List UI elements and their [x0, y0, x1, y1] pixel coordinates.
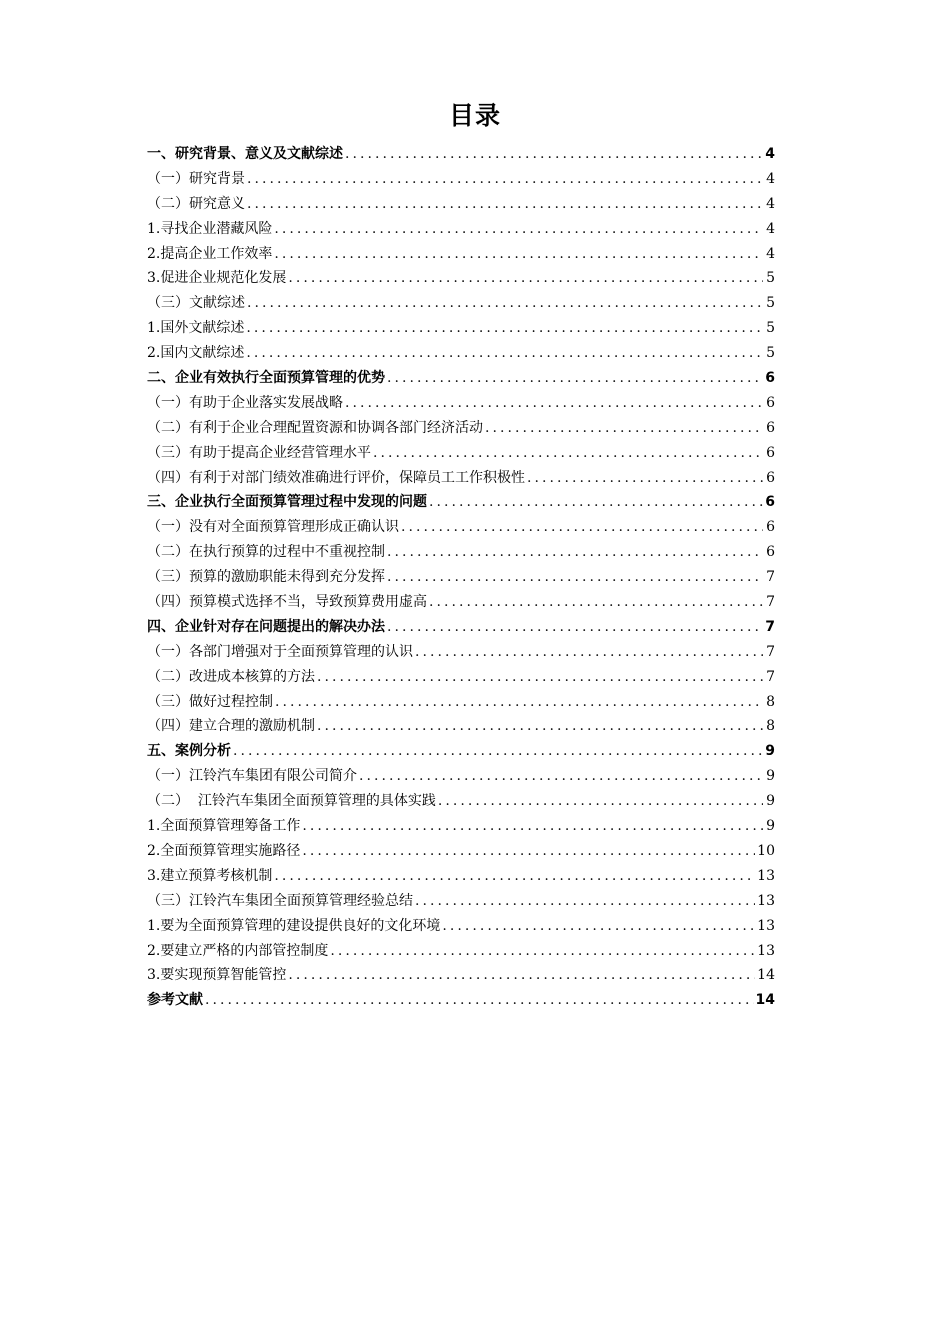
toc-entry-title: 1.国外文献综述	[147, 320, 245, 337]
toc-entry-page-number: 13	[757, 867, 775, 884]
toc-dot-leader	[330, 939, 755, 964]
toc-entry[interactable]	[147, 988, 775, 1013]
toc-entry-page-number: 9	[766, 768, 775, 785]
toc-entry-page-number: 14	[755, 992, 775, 1009]
toc-dot-leader	[274, 217, 763, 242]
toc-entry-title: 1.寻找企业潜藏风险	[147, 220, 273, 237]
toc-entry-title: （三）有助于提高企业经营管理水平	[147, 444, 371, 461]
toc-entry[interactable]	[147, 839, 775, 864]
toc-dot-leader	[485, 416, 763, 441]
toc-entry-page-number: 8	[766, 693, 775, 710]
toc-entry[interactable]	[147, 764, 775, 789]
toc-entry[interactable]	[147, 864, 775, 889]
toc-entry-page-number: 6	[766, 394, 775, 411]
table-of-contents	[147, 142, 775, 1013]
toc-dot-leader	[288, 266, 763, 291]
toc-dot-leader	[429, 490, 763, 515]
toc-entry-title: 2.国内文献综述	[147, 345, 245, 362]
toc-entry[interactable]	[147, 391, 775, 416]
toc-entry-page-number: 10	[757, 842, 775, 859]
toc-dot-leader	[359, 764, 763, 789]
toc-entry-title: 3.要实现预算智能管控	[147, 967, 287, 984]
toc-entry-page-number: 13	[757, 892, 775, 909]
toc-entry-page-number: 13	[757, 917, 775, 934]
toc-entry-title: （一）没有对全面预算管理形成正确认识	[147, 519, 399, 536]
toc-entry-page-number: 5	[766, 320, 775, 337]
toc-entry-page-number: 14	[757, 967, 775, 984]
toc-dot-leader	[288, 963, 755, 988]
toc-entry-title: （四）有利于对部门绩效准确进行评价，保障员工工作积极性	[147, 469, 525, 486]
toc-entry-title: 参考文献	[147, 992, 203, 1009]
toc-entry[interactable]	[147, 540, 775, 565]
toc-dot-leader	[275, 690, 763, 715]
toc-entry-page-number: 6	[766, 469, 775, 486]
toc-dot-leader	[274, 242, 763, 267]
toc-entry-page-number: 4	[766, 170, 775, 187]
toc-dot-leader	[233, 739, 763, 764]
toc-entry-page-number: 9	[766, 818, 775, 835]
toc-entry[interactable]	[147, 291, 775, 316]
toc-entry-title: （四）建立合理的激励机制	[147, 718, 315, 735]
toc-dot-leader	[246, 341, 763, 366]
toc-entry[interactable]	[147, 167, 775, 192]
toc-entry[interactable]	[147, 341, 775, 366]
toc-entry[interactable]	[147, 316, 775, 341]
toc-dot-leader	[246, 316, 763, 341]
toc-entry-title: （三）江铃汽车集团全面预算管理经验总结	[147, 892, 413, 909]
toc-entry-title: （二）有利于企业合理配置资源和协调各部门经济活动	[147, 419, 483, 436]
toc-dot-leader	[247, 192, 763, 217]
toc-entry-title: 三、企业执行全面预算管理过程中发现的问题	[147, 494, 427, 511]
toc-dot-leader	[317, 714, 763, 739]
toc-entry-page-number: 6	[766, 519, 775, 536]
toc-entry-title: （一）江铃汽车集团有限公司简介	[147, 768, 357, 785]
toc-entry-page-number: 13	[757, 942, 775, 959]
toc-entry[interactable]	[147, 192, 775, 217]
toc-entry[interactable]	[147, 939, 775, 964]
toc-entry-title: 1.要为全面预算管理的建设提供良好的文化环境	[147, 917, 441, 934]
toc-entry-page-number: 9	[765, 743, 775, 760]
toc-entry-title: 五、案例分析	[147, 743, 231, 760]
toc-entry-title: （四）预算模式选择不当，导致预算费用虚高	[147, 594, 427, 611]
toc-entry[interactable]	[147, 615, 775, 640]
toc-entry-title: （一）有助于企业落实发展战略	[147, 394, 343, 411]
toc-entry-title: 2.要建立严格的内部管控制度	[147, 942, 329, 959]
toc-entry[interactable]	[147, 789, 775, 814]
toc-entry-title: 2.提高企业工作效率	[147, 245, 273, 262]
toc-entry-page-number: 4	[766, 245, 775, 262]
toc-entry-title: （三）文献综述	[147, 295, 245, 312]
toc-entry[interactable]	[147, 441, 775, 466]
toc-entry[interactable]	[147, 963, 775, 988]
toc-dot-leader	[247, 291, 763, 316]
toc-entry[interactable]	[147, 889, 775, 914]
toc-dot-leader	[205, 988, 754, 1013]
toc-entry-title: （一）各部门增强对于全面预算管理的认识	[147, 643, 413, 660]
toc-entry-page-number: 7	[765, 618, 775, 635]
toc-entry-page-number: 6	[766, 544, 775, 561]
toc-entry-page-number: 6	[766, 444, 775, 461]
toc-entry-title: 1.全面预算管理筹备工作	[147, 818, 301, 835]
toc-entry-title: （二）改进成本核算的方法	[147, 668, 315, 685]
toc-entry-title: 四、企业针对存在问题提出的解决办法	[147, 618, 385, 635]
toc-entry-page-number: 5	[766, 295, 775, 312]
toc-entry-page-number: 7	[766, 569, 775, 586]
toc-dot-leader	[274, 864, 755, 889]
toc-entry[interactable]	[147, 690, 775, 715]
toc-entry-page-number: 8	[766, 718, 775, 735]
toc-entry-page-number: 6	[765, 370, 775, 387]
toc-entry-page-number: 6	[766, 419, 775, 436]
toc-dot-leader	[527, 466, 763, 491]
toc-entry-page-number: 5	[766, 270, 775, 287]
toc-dot-leader	[302, 814, 763, 839]
toc-dot-leader	[387, 540, 763, 565]
toc-entry[interactable]	[147, 739, 775, 764]
toc-entry[interactable]	[147, 640, 775, 665]
toc-entry-title: （二）在执行预算的过程中不重视控制	[147, 544, 385, 561]
toc-dot-leader	[345, 391, 763, 416]
toc-dot-leader	[429, 590, 763, 615]
toc-dot-leader	[247, 167, 763, 192]
toc-dot-leader	[373, 441, 763, 466]
toc-entry-title: （三）预算的激励职能未得到充分发挥	[147, 569, 385, 586]
toc-entry[interactable]	[147, 242, 775, 267]
toc-entry-page-number: 4	[766, 220, 775, 237]
toc-entry[interactable]	[147, 266, 775, 291]
toc-entry-title: （二）研究意义	[147, 195, 245, 212]
toc-dot-leader	[387, 565, 763, 590]
toc-dot-leader	[442, 914, 755, 939]
toc-entry[interactable]	[147, 814, 775, 839]
toc-entry[interactable]	[147, 665, 775, 690]
toc-entry-page-number: 7	[766, 668, 775, 685]
toc-entry-page-number: 7	[766, 594, 775, 611]
toc-entry-title: （三）做好过程控制	[147, 693, 273, 710]
page-title: 目录	[448, 101, 501, 130]
toc-dot-leader	[387, 615, 763, 640]
toc-entry-title: （一）研究背景	[147, 170, 245, 187]
toc-entry[interactable]	[147, 416, 775, 441]
toc-dot-leader	[317, 665, 763, 690]
toc-entry-page-number: 4	[766, 195, 775, 212]
toc-entry[interactable]	[147, 914, 775, 939]
toc-entry[interactable]	[147, 466, 775, 491]
toc-entry[interactable]	[147, 590, 775, 615]
toc-entry-page-number: 6	[765, 494, 775, 511]
toc-entry[interactable]	[147, 714, 775, 739]
toc-dot-leader	[302, 839, 755, 864]
toc-entry-page-number: 5	[766, 345, 775, 362]
toc-entry[interactable]	[147, 515, 775, 540]
toc-dot-leader	[415, 640, 763, 665]
toc-entry-page-number: 9	[766, 793, 775, 810]
toc-entry[interactable]	[147, 490, 775, 515]
toc-dot-leader	[345, 142, 763, 167]
toc-entry[interactable]	[147, 217, 775, 242]
toc-dot-leader	[438, 789, 763, 814]
toc-entry[interactable]	[147, 366, 775, 391]
toc-entry-title: 二、企业有效执行全面预算管理的优势	[147, 370, 385, 387]
toc-entry-page-number: 4	[765, 146, 775, 162]
toc-entry-title: 一、研究背景、意义及文献综述	[147, 146, 343, 162]
toc-dot-leader	[415, 889, 755, 914]
toc-entry-page-number: 7	[766, 643, 775, 660]
toc-dot-leader	[401, 515, 763, 540]
toc-entry-title: 2.全面预算管理实施路径	[147, 842, 301, 859]
toc-entry[interactable]	[147, 565, 775, 590]
toc-dot-leader	[387, 366, 763, 391]
toc-entry[interactable]	[147, 142, 775, 167]
toc-entry-title: 3.建立预算考核机制	[147, 867, 273, 884]
toc-entry-title: 3.促进企业规范化发展	[147, 270, 287, 287]
toc-entry-title: （二） 江铃汽车集团全面预算管理的具体实践	[147, 793, 436, 810]
